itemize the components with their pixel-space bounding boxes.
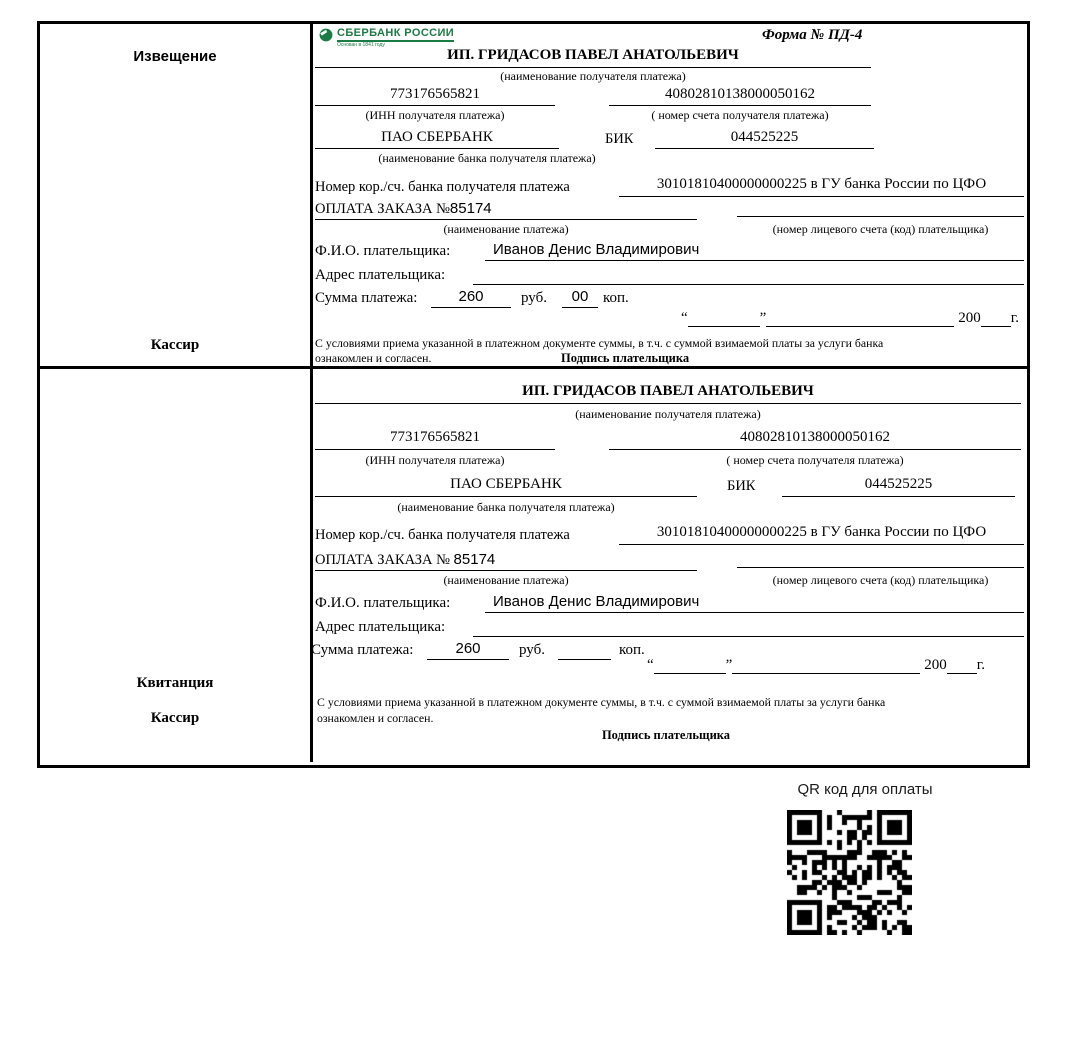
kop-label: коп.	[603, 290, 629, 306]
section-title: Извещение	[133, 48, 217, 65]
inn-caption: (ИНН получателя платежа)	[365, 453, 505, 467]
payment-name	[315, 551, 697, 571]
recipient-name: ИП. ГРИДАСОВ ПАВЕЛ АНАТОЛЬЕВИЧ	[315, 383, 1021, 404]
sberbank-logo	[319, 27, 454, 48]
sum-kop-value	[558, 640, 611, 660]
notice-left-cell	[40, 24, 313, 366]
corr-account-label: Номер кор./сч. банка получателя платежа	[315, 179, 570, 195]
signature-label: Подпись плательщика	[561, 351, 690, 365]
fio-value: Иванов Денис Владимирович	[485, 241, 1024, 261]
cashier-label: Кассир	[150, 710, 200, 726]
bank-caption: (наименование банка получателя платежа)	[397, 500, 615, 514]
order-number: 85174	[453, 551, 496, 568]
date-year-blank	[947, 657, 977, 674]
qr-label: QR код для оплаты	[797, 781, 933, 798]
year-suffix: г.	[976, 657, 985, 673]
date-line	[681, 310, 1019, 327]
form-number: Форма № ПД-4	[762, 27, 863, 43]
payment-form-table	[37, 21, 1030, 768]
bik-label: БИК	[727, 478, 756, 494]
inn-value: 773176565821	[315, 86, 555, 106]
qr-code	[787, 810, 912, 935]
personal-account-blank	[737, 197, 1024, 217]
sum-kop-value: 00	[562, 288, 598, 308]
address-label: Адрес плательщика:	[315, 619, 446, 635]
bik-value: 044525225	[655, 129, 874, 149]
address-label: Адрес плательщика:	[315, 267, 446, 283]
quote-open: “	[680, 310, 688, 326]
bank-name: ПАО СБЕРБАНК	[315, 129, 559, 149]
date-line	[647, 657, 985, 674]
recipient-name: ИП. ГРИДАСОВ ПАВЕЛ АНАТОЛЬЕВИЧ	[315, 47, 871, 68]
inn-caption: (ИНН получателя платежа)	[365, 108, 505, 122]
order-number: 85174	[449, 200, 492, 217]
personal-account-caption: (номер лицевого счета (код) плательщика)	[772, 573, 989, 587]
date-day-blank	[688, 310, 760, 327]
payment-name-caption: (наименование платежа)	[443, 222, 569, 236]
payment-name-text: ОПЛАТА ЗАКАЗА №	[315, 201, 450, 217]
fio-label: Ф.И.О. плательщика:	[315, 243, 451, 259]
sum-label: Сумма платежа:	[315, 290, 418, 306]
notice-section	[40, 24, 1027, 369]
year-value: 200	[958, 310, 981, 326]
terms-line1: С условиями приема указанной в платежном документе суммы, в т.ч. с суммой взимаемой платы за услуги банка	[317, 695, 886, 709]
bik-label: БИК	[605, 131, 634, 147]
sberbank-logo-text: СБЕРБАНК РОССИИ	[337, 27, 454, 42]
section-title: Квитанция	[136, 675, 214, 691]
inn-value: 773176565821	[315, 429, 555, 450]
payment-name-text: ОПЛАТА ЗАКАЗА №	[315, 552, 454, 568]
fio-value: Иванов Денис Владимирович	[485, 593, 1024, 613]
account-value: 40802810138000050162	[609, 429, 1021, 450]
bank-name: ПАО СБЕРБАНК	[315, 476, 697, 497]
notice-right-cell	[313, 24, 1027, 366]
receipt-left-cell	[40, 369, 313, 762]
terms-line1: С условиями приема указанной в платежном документе суммы, в т.ч. с суммой взимаемой платы за услуги банка	[315, 336, 884, 350]
bank-caption: (наименование банка получателя платежа)	[378, 151, 596, 165]
personal-account-caption: (номер лицевого счета (код) плательщика)	[772, 222, 989, 236]
receipt-right-cell	[313, 369, 1027, 762]
sberbank-logo-tagline: Основан в 1841 году	[337, 42, 385, 48]
payment-name	[315, 200, 697, 220]
date-day-blank	[654, 657, 726, 674]
date-month-blank	[766, 310, 954, 327]
sum-rub-value: 260	[427, 640, 509, 660]
recipient-name-caption: (наименование получателя платежа)	[575, 407, 761, 421]
account-caption: ( номер счета получателя платежа)	[651, 108, 829, 122]
date-month-blank	[732, 657, 920, 674]
rub-label: руб.	[521, 290, 547, 306]
date-year-blank	[981, 310, 1011, 327]
fio-label: Ф.И.О. плательщика:	[315, 595, 451, 611]
terms-line2: ознакомлен и согласен.	[317, 711, 434, 725]
quote-open: “	[646, 657, 654, 673]
sum-label: Сумма платежа:	[311, 642, 414, 658]
address-blank	[473, 617, 1024, 637]
signature-label: Подпись плательщика	[601, 728, 731, 742]
recipient-name-caption: (наименование получателя платежа)	[500, 69, 686, 83]
kop-label: коп.	[619, 642, 645, 658]
quote-close: ”	[759, 310, 767, 326]
sberbank-logo-icon	[319, 28, 333, 47]
corr-account-value: 30101810400000000225 в ГУ банка России по ЦФО	[619, 176, 1024, 197]
quote-close: ”	[725, 657, 733, 673]
cashier-label: Кассир	[150, 337, 200, 353]
account-caption: ( номер счета получателя платежа)	[726, 453, 904, 467]
corr-account-label: Номер кор./сч. банка получателя платежа	[315, 527, 570, 543]
personal-account-blank	[737, 548, 1024, 568]
terms-line2: ознакомлен и согласен.	[315, 351, 432, 365]
year-value: 200	[924, 657, 947, 673]
bik-value: 044525225	[782, 476, 1015, 497]
receipt-section	[40, 369, 1027, 762]
address-blank	[473, 265, 1024, 285]
year-suffix: г.	[1010, 310, 1019, 326]
account-value: 40802810138000050162	[609, 86, 871, 106]
payment-name-caption: (наименование платежа)	[443, 573, 569, 587]
corr-account-value: 30101810400000000225 в ГУ банка России по ЦФО	[619, 524, 1024, 545]
rub-label: руб.	[519, 642, 545, 658]
sum-rub-value: 260	[431, 288, 511, 308]
